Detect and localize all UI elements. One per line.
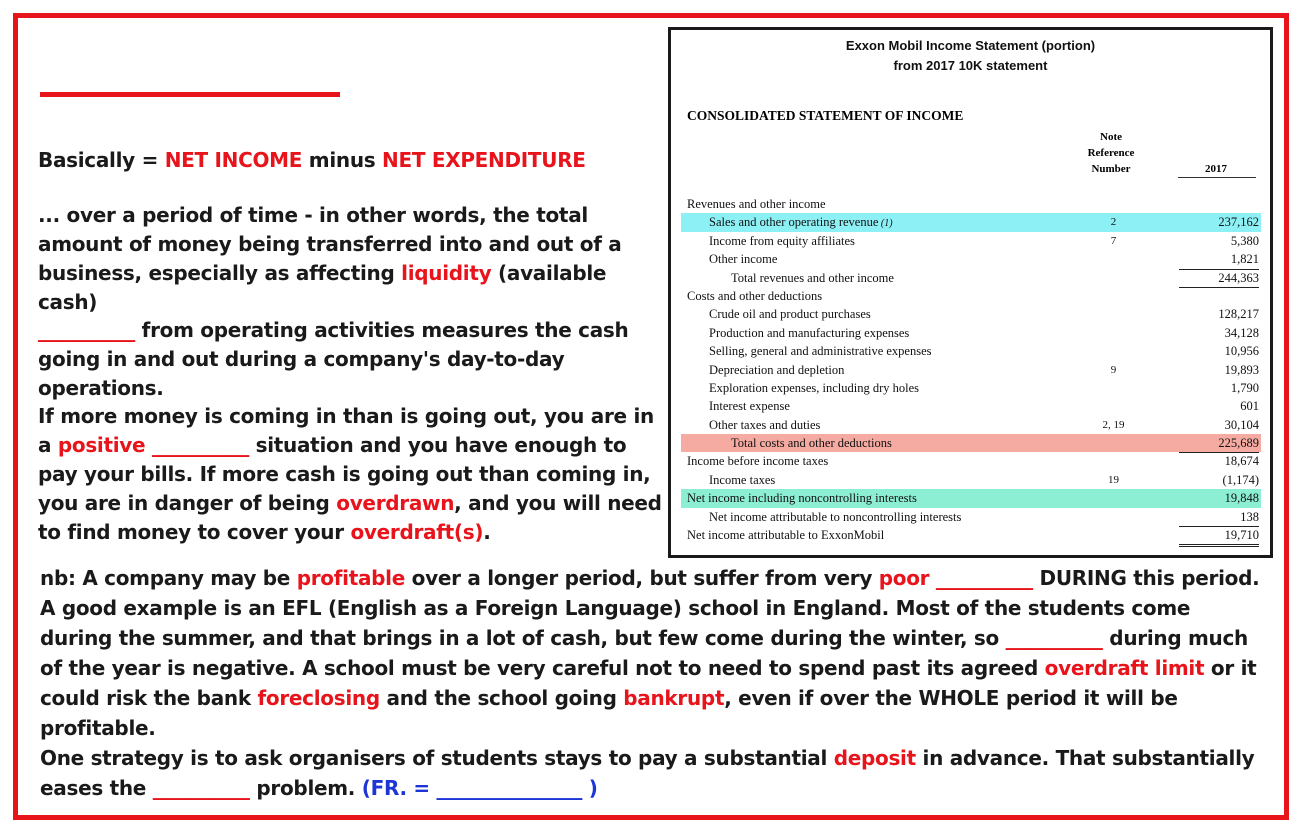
statement-row-value: 10,956 [1224,344,1259,359]
p5-text-g: during much of the year is negative. A school must be very careful not to need to spend past its agreed [40,626,1248,680]
term-poor-blank: poor __________ [878,566,1033,590]
statement-row-label: Total costs and other deductions [731,436,892,451]
french-close: ) [582,776,598,800]
statement-row [681,232,1261,250]
term-overdraft-limit: overdraft limit [1044,656,1205,680]
term-overdrawn: overdrawn [336,491,455,515]
term-liquidity: liquidity [401,261,492,285]
statement-row-value: 34,128 [1224,325,1259,340]
statement-row [681,250,1261,268]
statement-row-value: 1,790 [1230,380,1259,395]
blank-3: __________ [152,776,250,800]
statement-row-value: 30,104 [1179,416,1259,435]
statement-row-label: Costs and other deductions [687,288,823,303]
statement-row-value: 1,821 [1179,250,1259,269]
statement-row-value: 138 [1179,508,1259,527]
statement-row-label: Income taxes [709,472,776,487]
statement-row-note: 2 [1110,216,1117,229]
statement-row [681,379,1261,397]
statement-row-label: Depreciation and depletion [709,362,845,377]
statement-row [681,471,1261,489]
p6-text-a: One strategy is to ask organisers of students stays to pay a substantial [40,746,834,770]
year-header-rule [1178,177,1256,178]
definition-prefix: Basically = [38,148,165,172]
p6-text-e: problem. [249,776,362,800]
p3-text: from operating activities measures the cash going in and out during a company's day-to-day operations. [38,318,629,400]
statement-subheading: from 2017 10K statement [893,58,1048,73]
p4-text-e: , and you will need to find money to cover your [38,491,662,544]
statement-row-label: Net income attributable to noncontrolling interests [709,509,962,524]
definition-minus: minus [302,148,383,172]
year-column-header: 2017 [1205,163,1227,175]
nb-paragraph [40,563,1265,743]
note-header-line: Reference [1087,147,1135,159]
term-net-income: NET INCOME [164,148,303,172]
p5-text-m: , even if over the WHOLE period it will be profitable. [40,686,1178,740]
french-label: (FR. = [361,776,437,800]
statement-row-label: Other income [709,252,778,267]
statement-rows [681,195,1261,544]
statement-row-note: 7 [1110,234,1117,247]
definition-line [38,146,586,175]
strategy-paragraph [40,743,1265,803]
p5-text-c: over a longer period, but suffer from very [405,566,879,590]
note-header-line: Number [1091,163,1131,175]
p5-text-k: and the school going [379,686,624,710]
statement-row-value: 128,217 [1218,307,1259,322]
statement-row-label: Crude oil and product purchases [709,307,871,322]
statement-row-value: 237,162 [1218,215,1259,230]
statement-row [681,397,1261,415]
term-overdrafts: overdraft(s) [350,520,484,544]
statement-row-label: Net income attributable to ExxonMobil [687,528,885,543]
french-blank: _______________ [436,776,583,800]
term-net-expenditure: NET EXPENDITURE [382,148,586,172]
term-positive-blank: positive __________ [57,433,249,457]
statement-row-label: Sales and other operating revenue (1) [709,215,893,230]
statement-row-label: Net income including noncontrolling interests [687,491,917,506]
statement-title: CONSOLIDATED STATEMENT OF INCOME [687,108,964,123]
statement-row-label: Selling, general and administrative expenses [709,344,932,359]
title-blank-line [40,92,340,97]
income-statement-panel [668,27,1273,558]
statement-row-label: Total revenues and other income [731,270,894,285]
p5-text-a: nb: A company may be [40,566,297,590]
note-column-header [1076,129,1146,177]
statement-row-label: Revenues and other income [687,197,826,211]
p4-text-g: . [483,520,491,544]
statement-row-note: 19 [1108,473,1119,486]
statement-row-label: Income before income taxes [687,454,829,469]
statement-row-value: 244,363 [1179,269,1259,288]
note-header-line: Note [1100,131,1122,143]
term-profitable: profitable [296,566,405,590]
statement-row-label: Production and manufacturing expenses [709,325,910,340]
statement-row [681,195,1261,213]
statement-row-value: 18,674 [1224,454,1259,469]
statement-row-value: 19,848 [1224,491,1259,506]
statement-row [681,305,1261,323]
term-deposit: deposit [833,746,916,770]
statement-row-footnote: (1) [878,218,893,230]
p6-text-c: in advance. That substantially eases the [40,746,1255,800]
statement-row-label: Other taxes and duties [709,417,821,432]
statement-row [681,508,1261,526]
statement-row-value: 19,710 [1179,526,1259,547]
positive-negative-paragraph [38,402,668,547]
statement-row-value: 225,689 [1179,434,1259,453]
blank-1: __________ [38,318,136,342]
statement-row [681,342,1261,360]
p4-text-c: situation and you have enough to pay your bills. If more cash is going out than coming in, you are in danger of being [38,433,651,515]
statement-heading: Exxon Mobil Income Statement (portion) [845,38,1096,53]
statement-row-label: Exploration expenses, including dry holes [709,380,920,395]
statement-row [681,416,1261,434]
statement-row [681,324,1261,342]
definition-paragraph [38,201,668,317]
statement-row [681,526,1261,544]
statement-row-value: (1,174) [1179,471,1259,490]
p2-text: ... over a period of time - in other words, the total amount of money being transferred into and out of a business, especially as affecting [38,203,622,285]
statement-row-note: 9 [1110,363,1117,376]
term-foreclosing: foreclosing [257,686,380,710]
statement-row-label: Interest expense [709,399,790,414]
statement-row [681,287,1261,305]
statement-row [681,213,1261,231]
blank-2: __________ [1005,626,1103,650]
statement-row-value: 601 [1240,399,1259,414]
statement-row [681,269,1261,287]
statement-row [681,452,1261,470]
statement-row [681,489,1261,507]
p5-text-i: or it could risk the bank [40,656,1257,710]
statement-row [681,361,1261,379]
operating-activities-paragraph [38,316,668,403]
statement-row-label: Income from equity affiliates [709,233,855,248]
statement-row-value: 19,893 [1224,362,1259,377]
p4-text-a: If more money is coming in than is going out, you are in a [38,404,654,457]
statement-row-note: 2, 19 [1102,418,1125,431]
p2-text-end: (available cash) [38,261,607,314]
statement-row-value: 5,380 [1230,233,1259,248]
term-bankrupt: bankrupt [623,686,725,710]
p5-text-e: DURING this period. A good example is an EFL (English as a Foreign Language) school in England. Most of the students come during the summer, and that brings in a lot of cash, but few come during the winter, so [40,566,1260,650]
statement-row [681,434,1261,452]
